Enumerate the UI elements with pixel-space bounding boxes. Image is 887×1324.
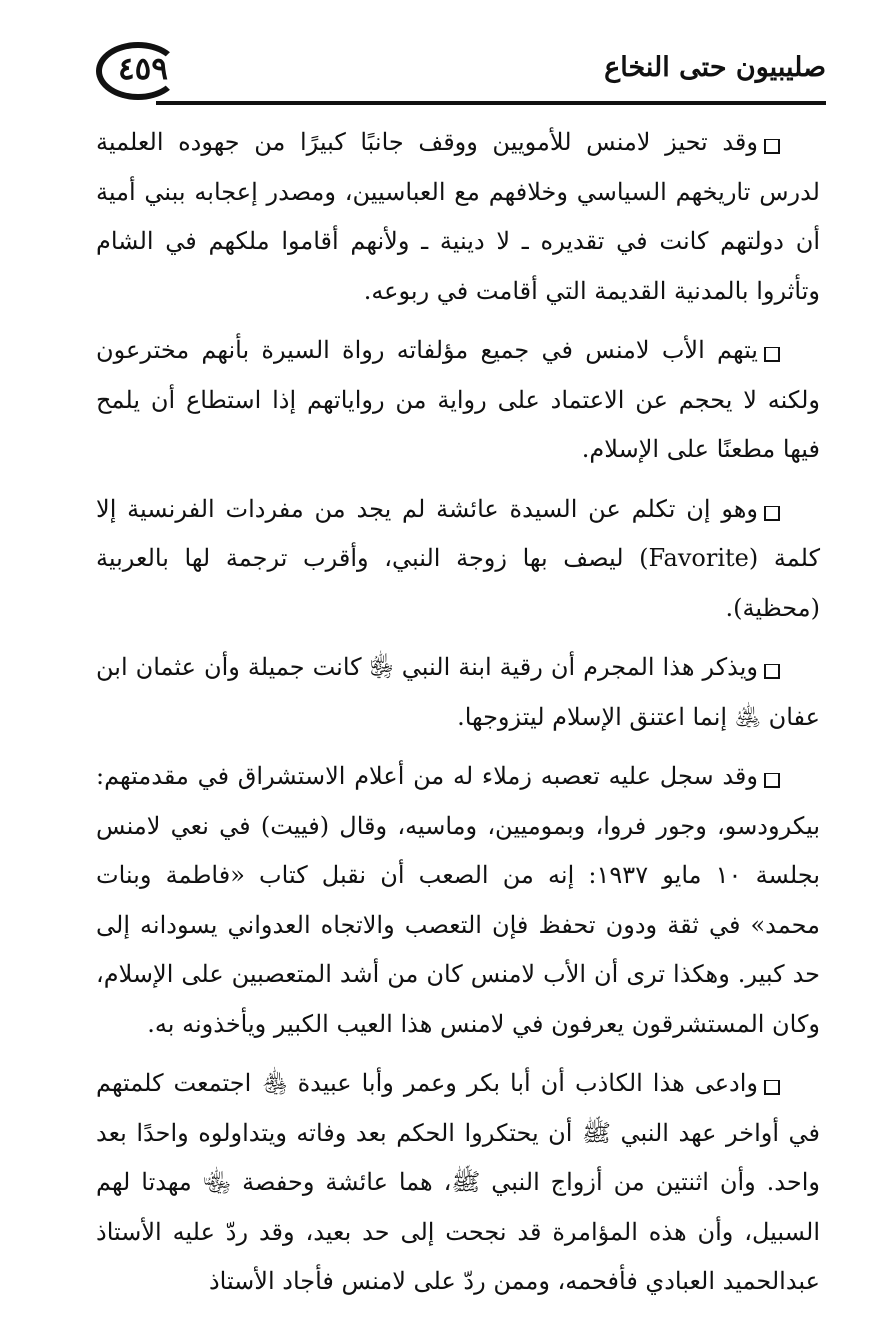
paragraph-5	[96, 752, 820, 1049]
paragraph-marker-icon	[764, 664, 780, 679]
paragraph-text: ويذكر هذا المجرم أن رقية ابنة النبي ﵂ كانت جميلة وأن عثمان ابن عفان ﵁ إنما اعتنق الإسلام ليتزوجها.	[96, 653, 820, 731]
paragraph-4	[96, 643, 820, 742]
paragraph-text: وهو إن تكلم عن السيدة عائشة لم يجد من مفردات الفرنسية إلا كلمة (Favorite) ليصف بها زوجة النبي، وأقرب ترجمة لها بالعربية (محظية).	[96, 494, 820, 622]
running-title: صليبيون حتى النخاع	[604, 52, 826, 83]
paragraph-marker-icon	[764, 139, 780, 154]
paragraph-6	[96, 1059, 820, 1307]
paragraph-marker-icon	[764, 506, 780, 521]
paragraph-text: وادعى هذا الكاذب أن أبا بكر وعمر وأبا عبيدة ﵃ اجتمعت كلمتهم في أواخر عهد النبي ﷺ أن يحتكروا الحكم بعد وفاته ويتداولوه واحدًا بعد واحد. وأن اثنتين من أزواج النبي ﷺ، هما عائشة وحفصة ﵄ مهدتا لهم السبيل، وأن هذه المؤامرة قد نجحت إلى حد بعيد، وقد ردّ عليه الأستاذ عبدالحميد العبادي فأفحمه، وممن ردّ على لامنس فأجاد الأستاذ	[96, 1069, 820, 1295]
paragraph-marker-icon	[764, 347, 780, 362]
paragraph-marker-icon	[764, 1080, 780, 1095]
page-number: ٤٥٩	[118, 51, 168, 87]
paragraph-text: يتهم الأب لامنس في جميع مؤلفاته رواة السيرة بأنهم مخترعون ولكنه لا يحجم عن الاعتماد على رواية من رواياتهم إذا استطاع أن يلمح فيها مطعنًا على الإسلام.	[96, 336, 820, 463]
paragraph-1	[96, 118, 820, 316]
paragraph-text: وقد سجل عليه تعصبه زملاء له من أعلام الاستشراق في مقدمتهم: بيكرودسو، وجور فروا، وبموميين، وماسيه، وقال (فييت) في نعي لامنس بجلسة ١٠ مايو ١٩٣٧: إنه من الصعب أن نقبل كتاب «فاطمة وبنات محمد» في ثقة ودون تحفظ فإن التعصب والاتجاه العدواني يسودانه إلى حد كبير. وهكذا ترى أن الأب لامنس كان من أشد المتعصبين على الإسلام، وكان المستشرقون يعرفون في لامنس هذا العيب الكبير ويأخذونه به.	[96, 762, 820, 1038]
header-rule	[156, 101, 826, 105]
body-text	[96, 118, 820, 1317]
paragraph-3	[96, 485, 820, 634]
paragraph-marker-icon	[764, 773, 780, 788]
paragraph-text: وقد تحيز لامنس للأمويين ووقف جانبًا كبيرًا من جهوده العلمية لدرس تاريخهم السياسي وخلافهم مع العباسيين، ومصدر إعجابه ببني أمية أن دولتهم كانت في تقديره ـ لا دينية ـ ولأنهم أقاموا ملكهم في الشام وتأثروا بالمدنية القديمة التي أقامت في ربوعه.	[96, 128, 820, 305]
paragraph-2	[96, 326, 820, 475]
running-header	[96, 40, 826, 108]
